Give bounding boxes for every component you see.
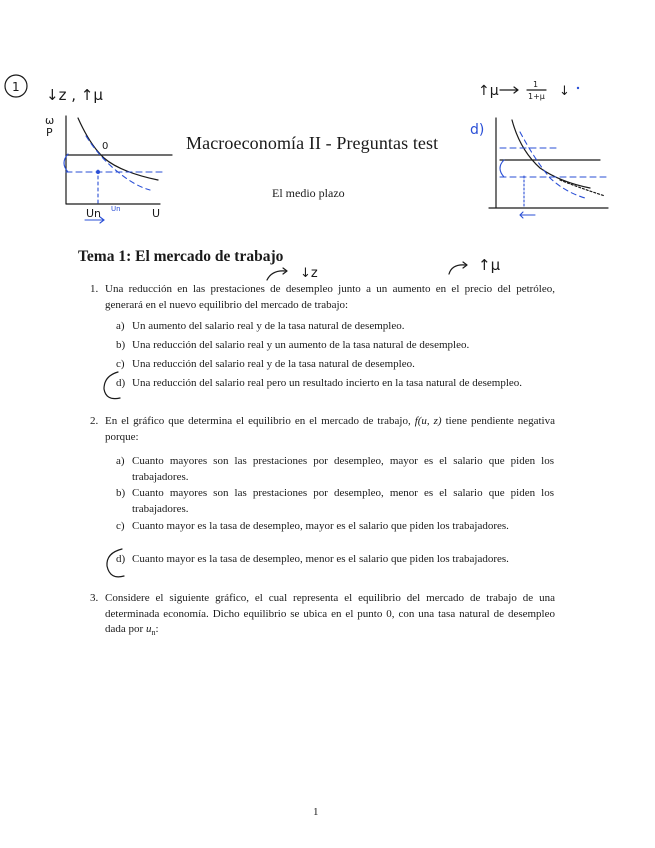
question-text-part: En el gráfico que determina el equilibrio en el mercado de trabajo,: [105, 415, 415, 427]
option-label: a): [116, 320, 125, 332]
option-label: d): [116, 553, 126, 565]
option-text: Cuanto mayor es la tasa de desempleo, menor es el salario que piden los trabajadores.: [132, 553, 509, 565]
down-arrow-note: ↓: [559, 84, 570, 99]
option-text: Un aumento del salario real y de la tasa natural de desempleo.: [132, 320, 405, 332]
un-small-label: Un: [111, 205, 121, 213]
option-text: Una reducción del salario real pero un resultado incierto en la tasa natural de desempleo.: [132, 377, 523, 389]
math-variable: u: [145, 623, 152, 635]
answer-circle-q1: [104, 372, 120, 399]
option-label: a): [116, 455, 125, 467]
left-graph-new-curve: [86, 136, 150, 190]
question-text-part: Considere el siguiente gráfico, el cual representa el equilibrio del mercado de trabajo de una determinada economía. Dicho equilibrio se ubica en el punto 0, con una tasa natural de desempleo dada por: [105, 592, 555, 635]
question-number: 1.: [90, 283, 99, 295]
shift-mark: [500, 160, 504, 177]
option-text: Cuanto mayores son las prestaciones por desempleo, menor es el salario que piden los trabajadores.: [132, 487, 554, 515]
question-text-part: tiene pendiente negativa porque:: [105, 415, 555, 443]
left-graph-axes: [66, 116, 160, 204]
axis-label-w: ω: [45, 114, 55, 127]
option-label: b): [116, 487, 126, 499]
u-axis-label: U: [152, 207, 161, 220]
section-heading: Tema 1: El mercado de trabajo: [78, 248, 284, 265]
option-text: Una reducción del salario real y de la tasa natural de desempleo.: [132, 358, 415, 370]
option-label: c): [116, 520, 125, 532]
right-graph-dotted-curve: [560, 180, 605, 196]
option-label: d): [116, 377, 126, 389]
option-label: b): [116, 339, 126, 351]
equilibrium-dot: [96, 170, 100, 174]
arrow-icon: [520, 212, 535, 218]
answer-d-label: d): [470, 122, 485, 138]
question-number: 2.: [90, 415, 99, 427]
fraction-numerator: 1: [533, 80, 539, 89]
circled-number: 1: [12, 80, 20, 94]
option-text: Cuanto mayores son las prestaciones por desempleo, mayor es el salario que piden los trabajadores.: [132, 455, 554, 483]
un-label: Un: [86, 207, 102, 220]
curved-arrow-icon: [449, 262, 467, 274]
note-q1-z: ↓z: [300, 266, 318, 281]
page-number: 1: [313, 806, 319, 818]
fraction-denominator: 1+μ: [528, 92, 545, 101]
option-text: Cuanto mayor es la tasa de desempleo, mayor es el salario que piden los trabajadores.: [132, 520, 509, 532]
page-subtitle: El medio plazo: [272, 186, 345, 200]
math-function: f(u, z): [414, 415, 442, 427]
question-text-part: :: [155, 623, 159, 635]
point-zero-label: 0: [102, 141, 109, 152]
math-subscript: n: [151, 628, 156, 638]
axis-label-p: P: [46, 126, 53, 139]
right-graph-new-curve: [520, 132, 585, 198]
option-label: c): [116, 358, 125, 370]
arrow-icon: [500, 87, 518, 93]
answer-circle-q2: [107, 549, 124, 577]
ink-dot: [577, 87, 579, 89]
note-q1-mu: ↑μ: [478, 256, 501, 274]
right-graph-axes: [489, 118, 608, 208]
left-graph-curve: [78, 118, 158, 180]
note-top-left: ↓z , ↑μ: [46, 86, 103, 104]
note-top-right-mu: ↑μ: [478, 83, 499, 99]
page-title: Macroeconomía II - Preguntas test: [186, 133, 439, 153]
question-text: Una reducción en las prestaciones de desempleo junto a un aumento en el precio del petróleo, generará en el nuevo equilibrio del mercado de trabajo:: [105, 283, 555, 311]
option-text: Una reducción del salario real y un aumento de la tasa natural de desempleo.: [132, 339, 470, 351]
question-number: 3.: [90, 592, 99, 604]
curved-arrow-icon: [267, 268, 287, 280]
